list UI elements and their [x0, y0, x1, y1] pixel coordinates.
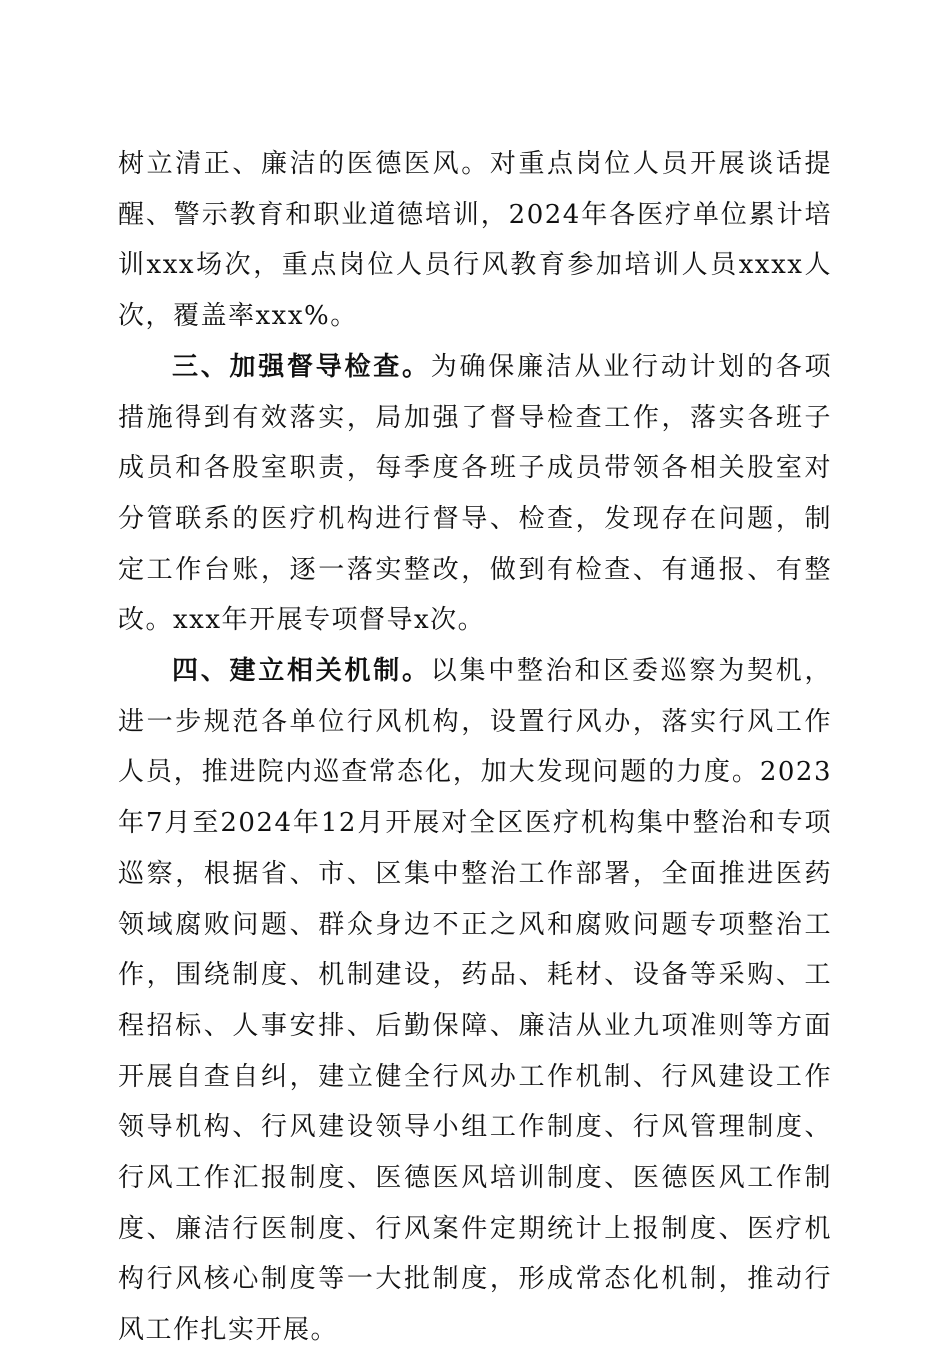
paragraph-1-body: 树立清正、廉洁的医德医风。对重点岗位人员开展谈话提醒、警示教育和职业道德培训，2024年各医疗单位累计培训xxx场次，重点岗位人员行风教育参加培训人员xxxx人次，覆盖率xxx%。 [118, 149, 832, 332]
paragraph-section-4 [118, 646, 832, 1356]
section-3-body: 为确保廉洁从业行动计划的各项措施得到有效落实，局加强了督导检查工作，落实各班子成员和各股室职责，每季度各班子成员带领各相关股室对分管联系的医疗机构进行督导、检查，发现存在问题，制定工作台账，逐一落实整改，做到有检查、有通报、有整改。xxx年开展专项督导x次。 [118, 351, 832, 636]
paragraph-section-3 [118, 342, 832, 646]
section-4-body: 以集中整治和区委巡察为契机，进一步规范各单位行风机构，设置行风办，落实行风工作人员，推进院内巡查常态化，加大发现问题的力度。2023年7月至2024年12月开展对全区医疗机构集中整治和专项巡察，根据省、市、区集中整治工作部署，全面推进医药领域腐败问题、群众身边不正之风和腐败问题专项整治工作，围绕制度、机制建设，药品、耗材、设备等采购、工程招标、人事安排、后勤保障、廉洁从业九项准则等方面开展自查自纠，建立健全行风办工作机制、行风建设工作领导机构、行风建设领导小组工作制度、行风管理制度、行风工作汇报制度、医德医风培训制度、医德医风工作制度、廉洁行医制度、行风案件定期统计上报制度、医疗机构行风核心制度等一大批制度，形成常态化机制，推动行风工作扎实开展。 [118, 656, 832, 1346]
section-3-heading: 三、加强督导检查。 [172, 351, 431, 382]
paragraph-continuation [118, 139, 832, 342]
section-4-heading: 四、建立相关机制。 [172, 656, 431, 687]
document-body [118, 139, 832, 1356]
